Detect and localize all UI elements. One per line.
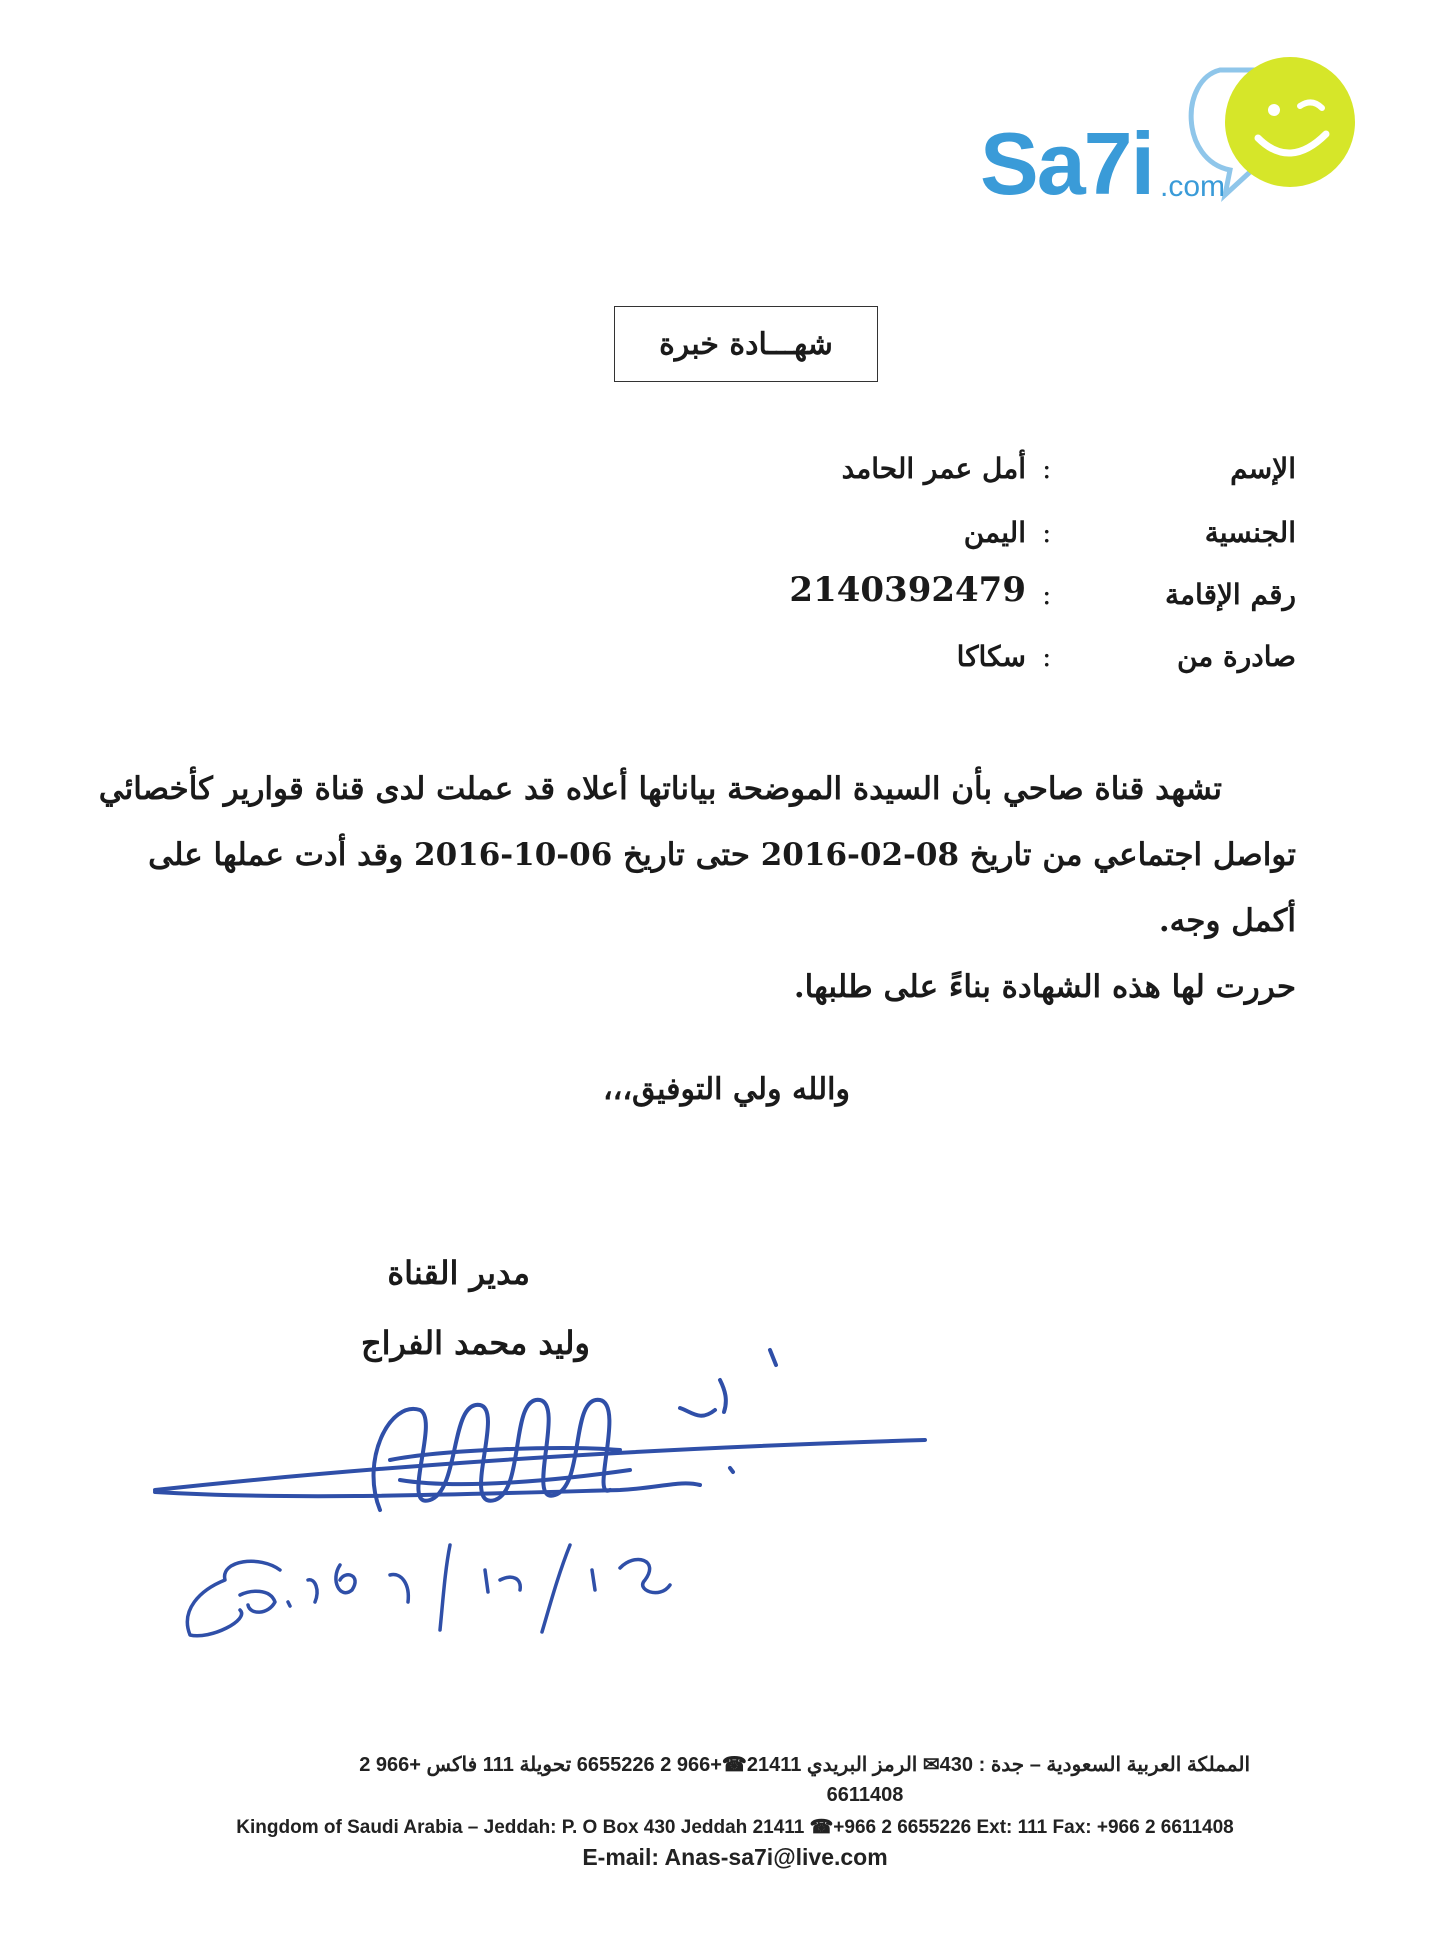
nationality-value: اليمن <box>963 516 1026 549</box>
handwritten-date <box>187 1545 670 1636</box>
footer-email: E-mail: Anas-sa7i@live.com <box>582 1844 888 1870</box>
issued-from-label: صادرة من <box>1176 640 1296 673</box>
logo-domain: .com <box>1160 170 1226 203</box>
footer-english-address: Kingdom of Saudi Arabia – Jeddah: P. O Box 430 Jeddah 21411 ☎+966 2 6655226 Ext: 111 Fax: +966 2 6611408 <box>236 1817 1234 1838</box>
issued-from-value: سكاكا <box>956 640 1026 673</box>
body-line: أكمل وجه. <box>1158 903 1296 939</box>
letterhead-footer <box>180 1750 1290 1872</box>
residency-number-value: 2140392479 <box>789 570 1026 610</box>
issued-from-colon: : <box>1042 640 1052 673</box>
manager-title: مدير القناة <box>387 1254 530 1292</box>
company-logo <box>980 50 1360 213</box>
name-colon: : <box>1042 452 1052 485</box>
residency-number-colon: : <box>1042 578 1052 611</box>
footer-arabic-address <box>180 1750 1290 1810</box>
handwritten-signature <box>140 1340 940 1680</box>
certificate-body <box>98 756 1296 1020</box>
residency-number-label: رقم الإقامة <box>1165 578 1296 611</box>
name-label: الإسم <box>1230 452 1296 485</box>
body-line: تواصل اجتماعي من تاريخ 08-02-2016 حتى تاريخ 06-10-2016 وقد أدت عملها على <box>148 837 1296 873</box>
footer-arabic-line: المملكة العربية السعودية – جدة : 430✉ الرمز البريدي 21411☎+966 2 6655226 تحويلة 111 فاكس +966 2 <box>359 1754 1250 1776</box>
manager-name: وليد محمد الفراج <box>360 1324 590 1362</box>
body-line: حررت لها هذه الشهادة بناءً على طلبها. <box>793 969 1296 1005</box>
logo-wordmark: Sa7i <box>980 114 1154 213</box>
closing-phrase: والله ولي التوفيق،،، <box>603 1072 850 1107</box>
nationality-colon: : <box>1042 516 1052 549</box>
document-title: شهـــادة خبرة <box>614 306 878 382</box>
body-line: تشهد قناة صاحي بأن السيدة الموضحة بياناتها أعلاه قد عملت لدى قناة قوارير كأخصائي <box>98 771 1222 807</box>
nationality-label: الجنسية <box>1204 516 1296 549</box>
footer-arabic-line: 6611408 <box>826 1784 904 1806</box>
name-value: أمل عمر الحامد <box>841 452 1026 485</box>
